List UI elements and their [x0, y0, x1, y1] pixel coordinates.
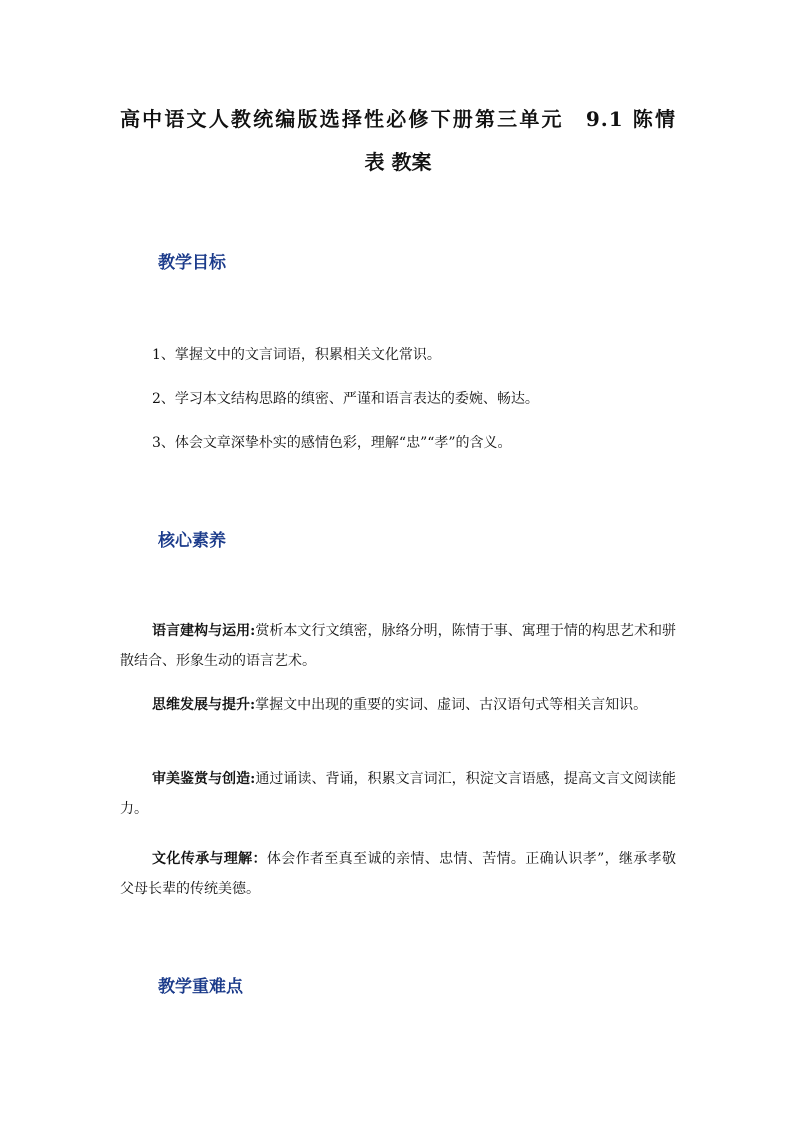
core-literacy-paragraph-language	[120, 616, 676, 676]
teaching-goal-item-2: 2、学习本文结构思路的缜密、严谨和语言表达的委婉、畅达。	[152, 391, 539, 407]
core-literacy-text-language: 赏析本文行文缜密，脉络分明，陈情于事、寓理于情的构思艺术和骈散结合、形象生动的语言艺术。	[120, 623, 676, 669]
teaching-goal-item-3: 3、体会文章深挚朴实的感情色彩，理解“忠”“孝”的含义。	[152, 435, 512, 451]
core-literacy-lead-language: 语言建构与运用:	[152, 623, 256, 639]
page-title-line-1: 高中语文人教统编版选择性必修下册第三单元 9.1 陈情	[120, 107, 676, 131]
core-literacy-lead-culture: 文化传承与理解：	[152, 851, 267, 867]
core-literacy-paragraph-culture	[120, 844, 676, 904]
core-literacy-text-aesthetic: 通过诵读、背诵，积累文言词汇，积淀文言语感，提高文言文阅读能力。	[120, 771, 676, 817]
section-heading-core-literacy: 核心素养	[158, 531, 226, 551]
section-heading-teaching-goals: 教学目标	[158, 253, 226, 273]
section-heading-key-difficulties: 教学重难点	[158, 977, 243, 997]
teaching-goal-item-1: 1、掌握文中的文言词语，积累相关文化常识。	[152, 347, 441, 363]
core-literacy-lead-thinking: 思维发展与提升:	[152, 697, 256, 713]
core-literacy-lead-aesthetic: 审美鉴赏与创造:	[152, 771, 256, 787]
core-literacy-text-culture: 体会作者至真至诚的亲情、忠情、苦情。正确认识孝”，继承孝敬父母长辈的传统美德。	[120, 851, 677, 897]
core-literacy-paragraph-aesthetic	[120, 764, 676, 824]
core-literacy-text-thinking: 掌握文中出现的重要的实词、虚词、古汉语句式等相关言知识。	[255, 697, 648, 713]
page-title-line-2: 表 教案	[364, 150, 432, 174]
core-literacy-paragraph-thinking	[120, 690, 676, 720]
